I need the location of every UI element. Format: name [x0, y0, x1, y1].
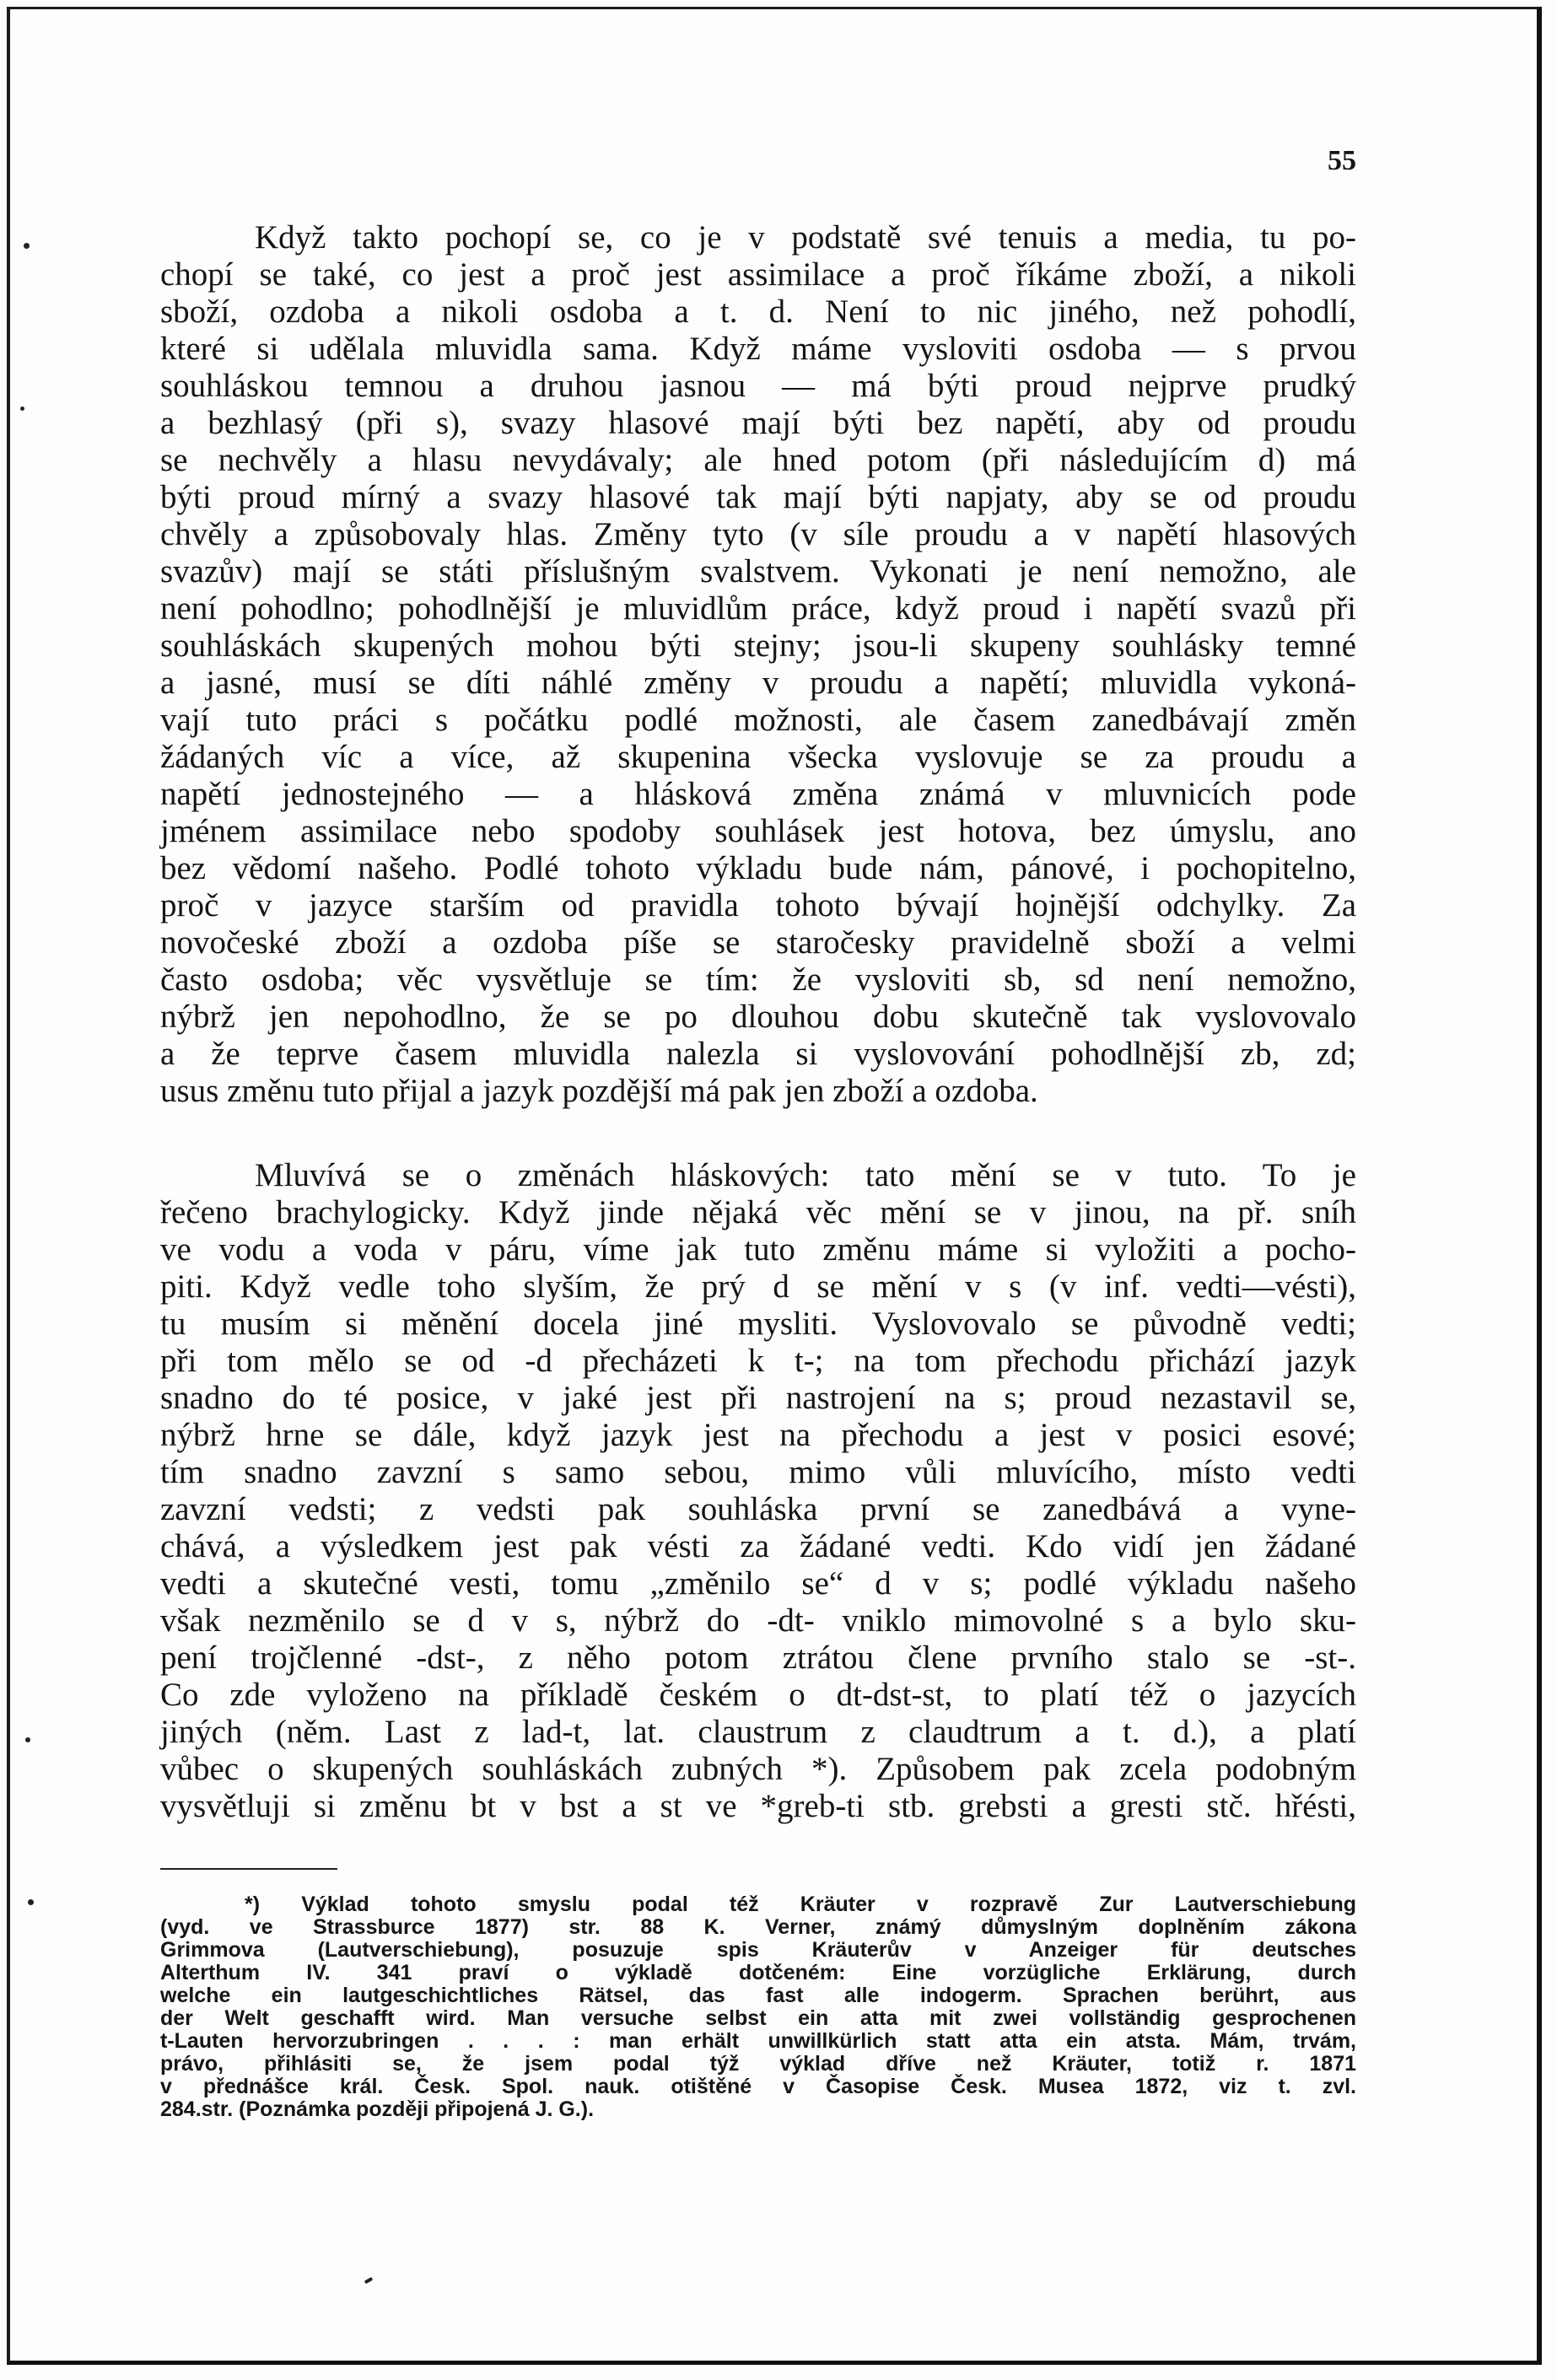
text-line: vysvětluji si změnu bt v bst a st ve *greb-ti stb. grebsti a gresti stč. hřésti, — [160, 1788, 1356, 1824]
footnote-line: *) Výklad tohoto smyslu podal též Kräuter v rozpravě Zur Lautverschiebung — [245, 1893, 1356, 1916]
text-line: souhláskou temnou a druhou jasnou — má býti proud nejprve prudký — [160, 368, 1356, 404]
text-line: piti. Když vedle toho slyším, že prý d se mění v s (v inf. vedti—vésti), — [160, 1268, 1356, 1305]
footnote-line: 284.str. (Poznámka později připojená J. G.). — [160, 2097, 595, 2121]
footnote-line: v přednášce král. Česk. Spol. nauk. otištěné v Časopise Česk. Musea 1872, viz t. zvl. — [160, 2075, 1356, 2098]
text-line: není pohodlno; pohodlnější je mluvidlům práce, když proud i napětí svazů při — [160, 590, 1356, 627]
text-line: ve vodu a voda v páru, víme jak tuto změnu máme si vyložiti a pocho- — [160, 1231, 1356, 1268]
text-line: Když takto pochopí se, co je v podstatě své tenuis a media, tu po- — [255, 219, 1356, 256]
text-line: chopí se také, co jest a proč jest assimilace a proč říkáme zboží, a nikoli — [160, 256, 1356, 293]
text-line: nýbrž hrne se dále, když jazyk jest na přechodu a jest v posici esové; — [160, 1417, 1356, 1453]
footnote — [160, 1893, 1356, 2121]
text-line: bez vědomí našeho. Podlé tohoto výkladu bude nám, pánové, i pochopitelno, — [160, 850, 1356, 886]
text-line: pení trojčlenné -dst-, z něho potom ztrátou člene prvního stalo se -st-. — [160, 1640, 1356, 1676]
footnote-divider — [160, 1868, 337, 1870]
text-line: usus změnu tuto přijal a jazyk pozdější má pak jen zboží a ozdoba. — [160, 1073, 1038, 1109]
text-line: snadno do té posice, v jaké jest při nastrojení na s; proud nezastavil se, — [160, 1380, 1356, 1416]
text-line: a bezhlasý (při s), svazy hlasové mají býti bez napětí, aby od proudu — [160, 405, 1356, 441]
paragraph-2 — [160, 1157, 1356, 1825]
text-line: napětí jednostejného — a hlásková změna známá v mluvnicích pode — [160, 776, 1356, 812]
footnote-line: t-Lauten hervorzubringen . . . : man erhält unwillkürlich statt atta ein atsta. Mám, trvám, — [160, 2029, 1356, 2053]
footnote-line: Alterthum IV. 341 praví o výkladě dotčeném: Eine vorzügliche Erklärung, durch — [160, 1961, 1356, 1984]
text-line: vedti a skutečné vesti, tomu „změnilo se“ d v s; podlé výkladu našeho — [160, 1565, 1356, 1602]
text-line: chvěly a způsobovaly hlas. Změny tyto (v síle proudu a v napětí hlasových — [160, 516, 1356, 552]
text-line: často osdoba; věc vysvětluje se tím: že vysloviti sb, sd není nemožno, — [160, 961, 1356, 998]
text-line: tím snadno zavzní s samo sebou, mimo vůli mluvícího, místo vedti — [160, 1454, 1356, 1490]
scan-speck — [28, 1899, 34, 1905]
text-line: zavzní vedsti; z vedsti pak souhláska první se zanedbává a vyne- — [160, 1491, 1356, 1527]
scan-speck — [24, 243, 30, 249]
text-line: vůbec o skupených souhláskách zubných *). Způsobem pak zcela podobným — [160, 1751, 1356, 1787]
footnote-line: der Welt geschafft wird. Man versuche selbst ein atta mit zwei vollständig gesprochenen — [160, 2006, 1356, 2030]
text-line: jménem assimilace nebo spodoby souhlásek jest hotova, bez úmyslu, ano — [160, 813, 1356, 849]
text-line: při tom mělo se od -d přecházeti k t-; na tom přechodu přichází jazyk — [160, 1343, 1356, 1379]
footnote-line: welche ein lautgeschichtliches Rätsel, das fast alle indogerm. Sprachen berührt, aus — [160, 1984, 1356, 2007]
footnote-line: právo, přihlásiti se, že jsem podal týž výklad dříve než Kräuter, totiž r. 1871 — [160, 2052, 1356, 2076]
text-line: a že teprve časem mluvidla nalezla si vyslovování pohodlnější zb, zd; — [160, 1036, 1356, 1072]
page-number: 55 — [1328, 145, 1356, 176]
text-line: jiných (něm. Last z lad-t, lat. claustrum z claudtrum a t. d.), a platí — [160, 1714, 1356, 1750]
text-line: býti proud mírný a svazy hlasové tak mají býti napjaty, aby se od proudu — [160, 479, 1356, 515]
footnote-line: Grimmova (Lautverschiebung), posuzuje spis Kräuterův v Anzeiger für deutsches — [160, 1938, 1356, 1962]
text-line: souhláskách skupených mohou býti stejny; jsou-li skupeny souhlásky temné — [160, 627, 1356, 664]
text-line: však nezměnilo se d v s, nýbrž do -dt- vniklo mimovolné s a bylo sku- — [160, 1602, 1356, 1639]
text-line: Co zde vyloženo na příkladě českém o dt-dst-st, to platí též o jazycích — [160, 1677, 1356, 1713]
text-line: řečeno brachylogicky. Když jinde nějaká věc mění se v jinou, na př. sníh — [160, 1194, 1356, 1230]
text-line: Mluvívá se o změnách hláskových: tato mění se v tuto. To je — [255, 1157, 1356, 1193]
text-line: nýbrž jen nepohodlno, že se po dlouhou dobu skutečně tak vyslovovalo — [160, 999, 1356, 1035]
text-line: které si udělala mluvidla sama. Když máme vysloviti osdoba — s prvou — [160, 331, 1356, 367]
scan-speck — [25, 1737, 30, 1742]
scan-speck — [20, 407, 24, 411]
text-line: žádaných víc a více, až skupenina všecka vyslovuje se za proudu a — [160, 739, 1356, 775]
text-line: sboží, ozdoba a nikoli osdoba a t. d. Není to nic jiného, než pohodlí, — [160, 293, 1356, 330]
text-line: vají tuto práci s počátku podlé možnosti, ale časem zanedbávají změn — [160, 702, 1356, 738]
text-line: svazův) mají se státi příslušným svalstvem. Vykonati je není nemožno, ale — [160, 553, 1356, 590]
text-line: novočeské zboží a ozdoba píše se staročesky pravidelně sboží a velmi — [160, 924, 1356, 961]
paragraph-1 — [160, 219, 1356, 1110]
text-line: a jasné, musí se díti náhlé změny v proudu a napětí; mluvidla vykoná- — [160, 665, 1356, 701]
footnote-line: (vyd. ve Strassburce 1877) str. 88 K. Verner, známý důmyslným doplněním zákona — [160, 1915, 1356, 1939]
text-line: tu musím si měnění docela jiné mysliti. Vyslovovalo se původně vedti; — [160, 1306, 1356, 1342]
text-line: se nechvěly a hlasu nevydávaly; ale hned potom (při následujícím d) má — [160, 442, 1356, 478]
text-line: chává, a výsledkem jest pak vésti za žádané vedti. Kdo vidí jen žádané — [160, 1528, 1356, 1564]
text-line: proč v jazyce starším od pravidla tohoto bývají hojnější odchylky. Za — [160, 887, 1356, 923]
